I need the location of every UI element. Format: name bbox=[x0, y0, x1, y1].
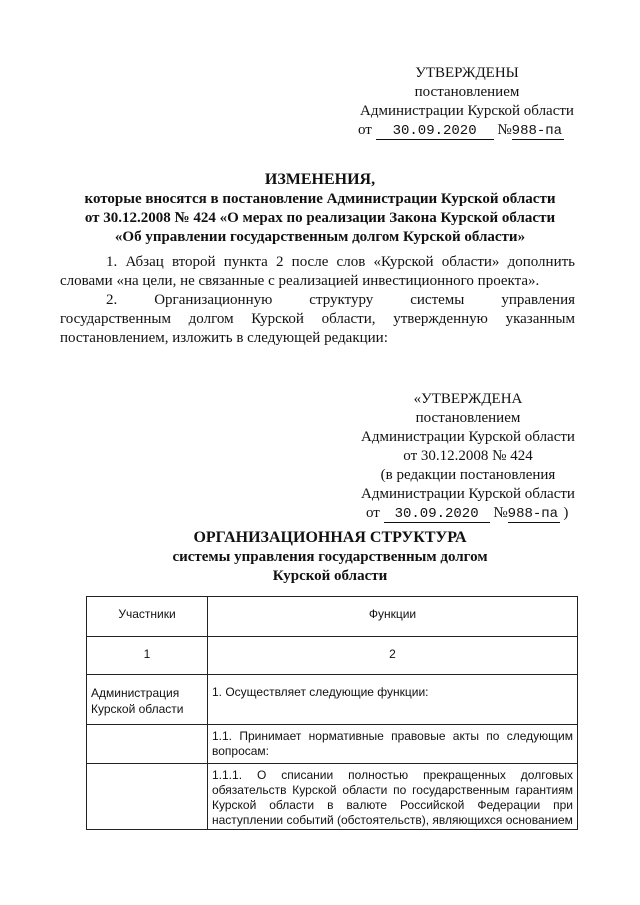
approval-block-1 bbox=[352, 64, 582, 140]
structure-line: Курской области bbox=[272, 568, 388, 584]
from-label: от bbox=[358, 122, 372, 138]
table-row bbox=[87, 675, 578, 725]
paragraph-line: постановлением, изложить в следующей редакции: bbox=[60, 330, 388, 346]
column-number: 1 bbox=[87, 637, 208, 675]
approval-date: 30.09.2020 bbox=[384, 507, 490, 523]
structure-line: системы управления государственным долгом bbox=[172, 549, 488, 565]
structure-table bbox=[86, 596, 578, 830]
column-header-functions: Функции bbox=[208, 597, 578, 637]
approval-date-line bbox=[352, 121, 582, 140]
table-header-row bbox=[87, 597, 578, 637]
paragraph-line: 2. Организационную структуру системы управления bbox=[106, 292, 575, 308]
approval-date: 30.09.2020 bbox=[376, 124, 494, 140]
approval-line: Администрации Курской области bbox=[360, 103, 574, 119]
approval-date-line bbox=[352, 504, 584, 523]
heading-line: которые вносятся в постановление Администрации Курской области bbox=[84, 191, 556, 207]
approval-line: постановлением bbox=[415, 410, 521, 426]
number-label: № bbox=[497, 122, 512, 138]
structure-title: ОРГАНИЗАЦИОННАЯ СТРУКТУРА bbox=[193, 529, 467, 546]
approval-line: (в редакции постановления bbox=[380, 467, 556, 483]
column-header-participants: Участники bbox=[87, 597, 208, 637]
heading-title: ИЗМЕНЕНИЯ, bbox=[264, 171, 376, 188]
closing-bracket: ) bbox=[563, 505, 569, 521]
table-row bbox=[87, 725, 578, 764]
from-label: от bbox=[366, 505, 380, 521]
approval-line: от 30.12.2008 № 424 bbox=[403, 448, 533, 464]
heading-line: от 30.12.2008 № 424 «О мерах по реализации Закона Курской области bbox=[84, 210, 556, 226]
approval-number: 988-па bbox=[511, 123, 563, 139]
body-paragraphs bbox=[60, 253, 575, 348]
number-label: № bbox=[493, 505, 508, 521]
function-cell: 1.1.1. О списании полностью прекращенных долговых обязательств Курской области по государственным гарантиям Курской области в валюте Российской Федерации при наступлении событий (обстоятельств), являющихся основанием bbox=[208, 764, 578, 830]
approval-line: Администрации Курской области bbox=[361, 429, 575, 445]
paragraph-1 bbox=[60, 253, 575, 291]
function-cell: 1. Осуществляет следующие функции: bbox=[208, 675, 578, 725]
paragraph-line: государственным долгом Курской области, утвержденную указанным bbox=[60, 311, 575, 327]
participant-cell-empty bbox=[87, 725, 208, 764]
table-row bbox=[87, 764, 578, 830]
approval-line: Администрации Курской области bbox=[361, 486, 575, 502]
table-number-row bbox=[87, 637, 578, 675]
heading-line: «Об управлении государственным долгом Курской области» bbox=[114, 229, 526, 245]
function-cell: 1.1. Принимает нормативные правовые акты по следующим вопросам: bbox=[208, 725, 578, 764]
approval-block-2 bbox=[352, 390, 584, 523]
approval-number: 988-па bbox=[507, 506, 559, 522]
column-number: 2 bbox=[208, 637, 578, 675]
participant-cell: Администрация Курской области bbox=[87, 675, 208, 725]
approval-title: УТВЕРЖДЕНЫ bbox=[415, 65, 519, 81]
paragraph-line: 1. Абзац второй пункта 2 после слов «Курской области» дополнить bbox=[106, 254, 575, 270]
paragraph-2 bbox=[60, 291, 575, 348]
participant-cell-empty bbox=[87, 764, 208, 830]
changes-heading bbox=[60, 170, 580, 247]
structure-heading bbox=[70, 528, 590, 586]
approval-line: постановлением bbox=[414, 84, 520, 100]
paragraph-line: словами «на цели, не связанные с реализацией инвестиционного проекта». bbox=[60, 273, 540, 289]
approval-title: «УТВЕРЖДЕНА bbox=[413, 391, 523, 407]
